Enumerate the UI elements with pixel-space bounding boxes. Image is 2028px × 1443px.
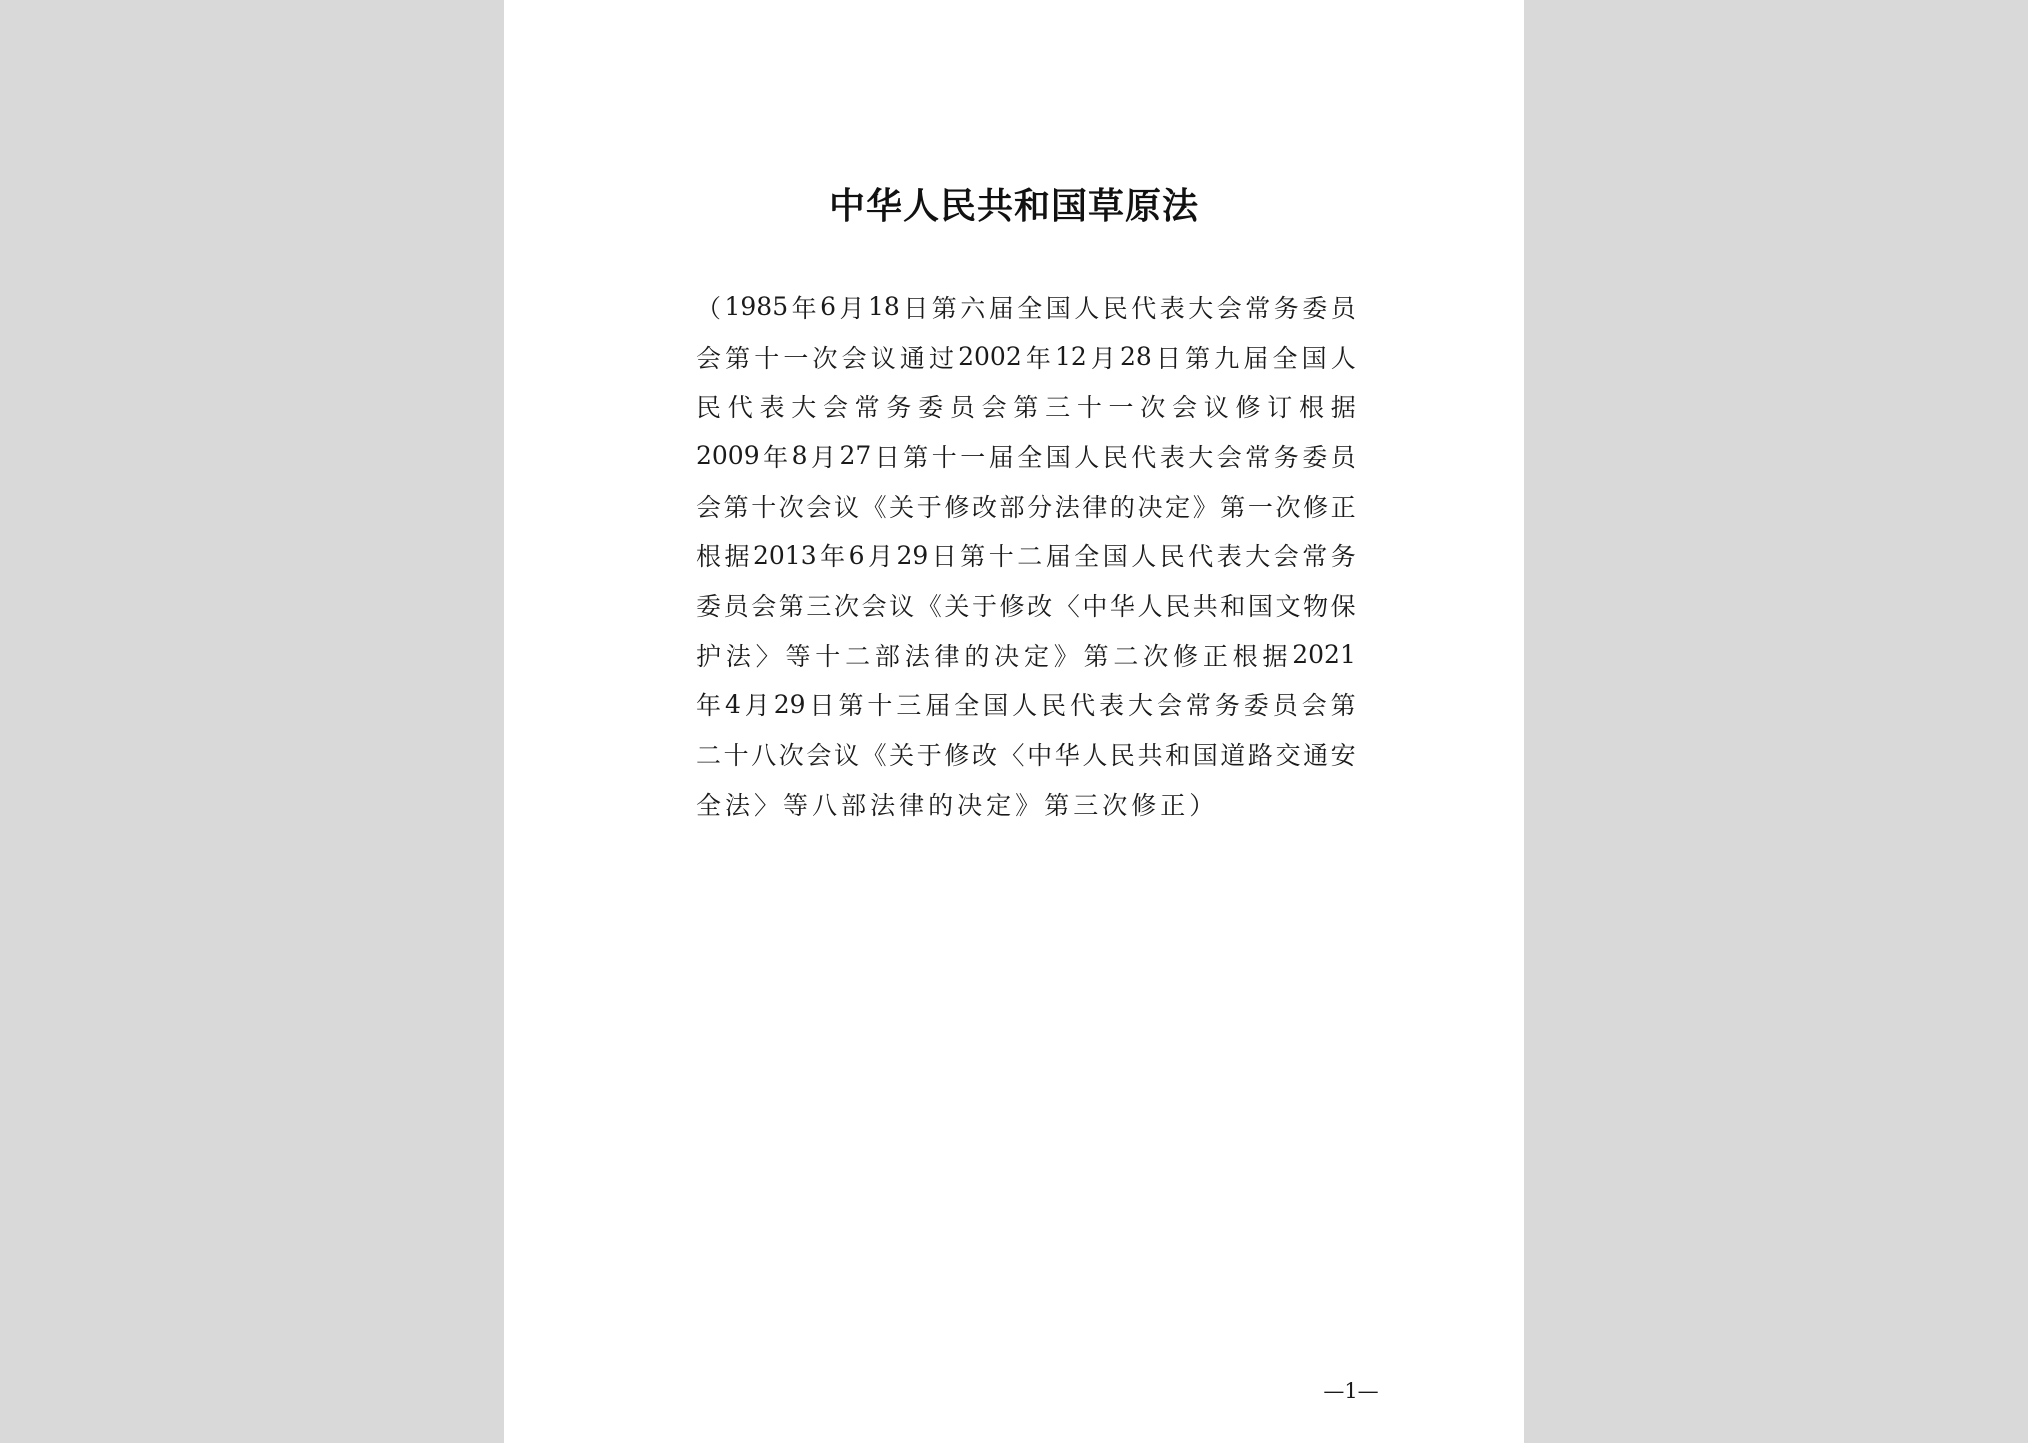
history-text-glyph: 届 xyxy=(988,442,1014,472)
history-text-glyph: 常 xyxy=(1302,542,1328,572)
history-text-glyph: 会 xyxy=(1273,542,1299,572)
history-text-glyph: 表 xyxy=(1159,293,1185,323)
history-text-glyph: 员 xyxy=(949,393,975,423)
history-line xyxy=(696,530,1356,580)
history-text-glyph: 改 xyxy=(971,741,997,771)
history-text-glyph: 全 xyxy=(1074,542,1100,572)
history-text-glyph: ） xyxy=(1189,790,1215,820)
history-text-glyph: 27 xyxy=(839,441,872,471)
history-text-glyph: 三 xyxy=(1073,790,1099,820)
history-text-glyph: 国 xyxy=(1247,591,1273,621)
history-text-glyph: 议 xyxy=(833,492,859,522)
history-text-glyph: 于 xyxy=(971,591,997,621)
history-text-glyph: 1985 xyxy=(724,292,789,322)
history-text-glyph: 中 xyxy=(1027,741,1053,771)
history-text-glyph: 届 xyxy=(1045,542,1071,572)
history-text-glyph: 关 xyxy=(944,591,970,621)
history-text-glyph: 华 xyxy=(1109,591,1135,621)
history-text-glyph: 务 xyxy=(886,393,912,423)
history-text-glyph: 三 xyxy=(896,691,922,721)
history-text-glyph: 修 xyxy=(1173,641,1199,671)
history-text-glyph: 会 xyxy=(1216,442,1242,472)
history-text-glyph: 日 xyxy=(809,691,835,721)
history-text-glyph: 代 xyxy=(1131,442,1157,472)
history-line xyxy=(696,779,1356,829)
history-text-glyph: 年 xyxy=(820,542,846,572)
history-line xyxy=(696,282,1356,332)
history-text-glyph: 民 xyxy=(1159,542,1185,572)
history-text-glyph: 常 xyxy=(1245,442,1271,472)
history-text-glyph: 员 xyxy=(1272,691,1298,721)
legislative-history xyxy=(696,282,1356,829)
history-text-glyph: 部 xyxy=(999,492,1025,522)
history-text-glyph: 会 xyxy=(751,591,777,621)
history-text-glyph: 代 xyxy=(1070,691,1096,721)
history-text-glyph: 十 xyxy=(988,542,1014,572)
history-text-glyph: 第 xyxy=(931,293,957,323)
history-text-glyph: 第 xyxy=(1220,492,1246,522)
history-text-glyph: 2013 xyxy=(753,540,817,570)
history-text-glyph: 务 xyxy=(1214,691,1240,721)
history-text-glyph: 第 xyxy=(1185,343,1211,373)
history-text-glyph: 八 xyxy=(812,790,838,820)
history-text-glyph: 安 xyxy=(1330,741,1356,771)
history-text-glyph: 29 xyxy=(773,689,806,719)
history-text-glyph: 一 xyxy=(1247,492,1273,522)
history-text-glyph: 会 xyxy=(696,492,722,522)
history-text-glyph: 表 xyxy=(1159,442,1185,472)
history-text-glyph: 大 xyxy=(1245,542,1271,572)
history-text-glyph: 修 xyxy=(999,591,1025,621)
history-text-glyph: 委 xyxy=(918,393,944,423)
history-text-glyph: 代 xyxy=(1131,293,1157,323)
history-text-glyph: 会 xyxy=(1301,691,1327,721)
history-text-glyph: 根 xyxy=(696,542,722,572)
history-text-glyph: 年 xyxy=(763,442,789,472)
history-text-glyph: 会 xyxy=(696,343,722,373)
history-text-glyph: 年 xyxy=(696,691,722,721)
history-text-glyph: 会 xyxy=(841,343,867,373)
history-text-glyph: 第 xyxy=(1083,641,1109,671)
history-text-glyph: 29 xyxy=(896,540,929,570)
history-text-glyph: 三 xyxy=(806,591,832,621)
history-text-glyph: 法 xyxy=(870,790,896,820)
history-text-glyph: 根 xyxy=(1232,641,1258,671)
history-text-glyph: 4 xyxy=(724,689,741,719)
history-text-glyph: 委 xyxy=(1302,293,1328,323)
history-text-glyph: 共 xyxy=(1192,591,1218,621)
history-text-glyph: 分 xyxy=(1027,492,1053,522)
page-number: —1— xyxy=(1323,1379,1379,1403)
history-text-glyph: 《 xyxy=(861,741,887,771)
history-text-glyph: 月 xyxy=(868,542,894,572)
history-text-glyph: 正 xyxy=(1330,492,1356,522)
history-text-glyph: 过 xyxy=(929,343,955,373)
history-text-glyph: 会 xyxy=(806,492,832,522)
history-text-glyph: 律 xyxy=(899,790,925,820)
history-text-glyph: 全 xyxy=(696,790,722,820)
history-text-glyph: 《 xyxy=(916,591,942,621)
history-text-glyph: 民 xyxy=(1041,691,1067,721)
history-text-glyph: 委 xyxy=(696,591,722,621)
history-text-glyph: 交 xyxy=(1275,741,1301,771)
history-text-glyph: 次 xyxy=(1275,492,1301,522)
history-line xyxy=(696,381,1356,431)
history-text-glyph: 文 xyxy=(1275,591,1301,621)
history-text-glyph: 十 xyxy=(867,691,893,721)
history-text-glyph: 》 xyxy=(1192,492,1218,522)
history-text-glyph: 的 xyxy=(1109,492,1135,522)
history-text-glyph: 第 xyxy=(1330,691,1356,721)
history-text-glyph: 法 xyxy=(904,641,930,671)
history-text-glyph: 二 xyxy=(696,741,722,771)
history-text-glyph: 日 xyxy=(1155,343,1181,373)
history-text-glyph: 道 xyxy=(1220,741,1246,771)
history-text-glyph: 月 xyxy=(744,691,770,721)
history-text-glyph: 据 xyxy=(1330,393,1356,423)
history-text-glyph: 决 xyxy=(994,641,1020,671)
history-text-glyph: 决 xyxy=(1137,492,1163,522)
history-text-glyph: 第 xyxy=(960,542,986,572)
history-text-glyph: 路 xyxy=(1247,741,1273,771)
history-text-glyph: 三 xyxy=(1045,393,1071,423)
history-text-glyph: 第 xyxy=(725,343,751,373)
history-text-glyph: 律 xyxy=(934,641,960,671)
history-text-glyph: 修 xyxy=(944,741,970,771)
history-text-glyph: 6 xyxy=(820,292,837,322)
history-text-glyph: 次 xyxy=(1102,790,1128,820)
history-text-glyph: 国 xyxy=(1045,293,1071,323)
history-text-glyph: 人 xyxy=(1082,741,1108,771)
history-text-glyph: 民 xyxy=(1102,442,1128,472)
history-text-glyph: 第 xyxy=(1013,393,1039,423)
history-line xyxy=(696,580,1356,630)
history-text-glyph: 正 xyxy=(1202,641,1228,671)
history-text-glyph: 次 xyxy=(1143,641,1169,671)
document-page xyxy=(504,0,1524,1443)
history-text-glyph: 部 xyxy=(874,641,900,671)
history-text-glyph: 部 xyxy=(841,790,867,820)
history-text-glyph: 日 xyxy=(931,542,957,572)
history-text-glyph: 第 xyxy=(838,691,864,721)
history-line xyxy=(696,481,1356,531)
history-text-glyph: （ xyxy=(696,293,722,323)
history-text-glyph: 十 xyxy=(931,442,957,472)
history-text-glyph: 二 xyxy=(1113,641,1139,671)
history-text-glyph: 订 xyxy=(1267,393,1293,423)
history-text-glyph: 大 xyxy=(791,393,817,423)
history-text-glyph: 全 xyxy=(1017,293,1043,323)
history-text-glyph: 务 xyxy=(1273,442,1299,472)
history-text-glyph: 表 xyxy=(1216,542,1242,572)
history-text-glyph: 民 xyxy=(696,393,722,423)
history-text-glyph: 国 xyxy=(1192,741,1218,771)
history-text-glyph: 人 xyxy=(1074,442,1100,472)
history-text-glyph: 根 xyxy=(1298,393,1324,423)
history-text-glyph: 务 xyxy=(1330,542,1356,572)
history-text-glyph: 华 xyxy=(1054,741,1080,771)
history-text-glyph: 的 xyxy=(928,790,954,820)
history-text-glyph: 表 xyxy=(1099,691,1125,721)
history-text-glyph: 届 xyxy=(925,691,951,721)
history-text-glyph: 代 xyxy=(1188,542,1214,572)
history-text-glyph: 六 xyxy=(960,293,986,323)
history-text-glyph: 第 xyxy=(723,492,749,522)
history-text-glyph: 议 xyxy=(889,591,915,621)
history-text-glyph: 第 xyxy=(1044,790,1070,820)
history-text-glyph: 次 xyxy=(833,591,859,621)
history-text-glyph: 员 xyxy=(1330,293,1356,323)
history-text-glyph: 和 xyxy=(1220,591,1246,621)
history-line xyxy=(696,729,1356,779)
history-text-glyph: 2002 xyxy=(958,342,1022,372)
history-text-glyph: 国 xyxy=(983,691,1009,721)
history-text-glyph: 修 xyxy=(944,492,970,522)
history-text-glyph: 法 xyxy=(725,641,751,671)
history-text-glyph: 会 xyxy=(861,591,887,621)
history-text-glyph: 修 xyxy=(1235,393,1261,423)
history-text-glyph: 全 xyxy=(1272,343,1298,373)
history-text-glyph: 》 xyxy=(1015,790,1041,820)
history-text-glyph: 常 xyxy=(1245,293,1271,323)
history-text-glyph: 十 xyxy=(723,741,749,771)
history-text-glyph: 八 xyxy=(751,741,777,771)
history-text-glyph: 民 xyxy=(1109,741,1135,771)
history-text-glyph: 常 xyxy=(854,393,880,423)
history-text-glyph: 人 xyxy=(1330,343,1356,373)
history-text-glyph: 通 xyxy=(1303,741,1329,771)
history-text-glyph: 等 xyxy=(785,641,811,671)
history-text-glyph: 6 xyxy=(848,540,865,570)
history-text-glyph: 》 xyxy=(1053,641,1079,671)
history-text-glyph: 28 xyxy=(1120,342,1152,372)
history-text-glyph: 12 xyxy=(1054,342,1087,372)
history-text-glyph: 法 xyxy=(1054,492,1080,522)
history-text-glyph: 常 xyxy=(1185,691,1211,721)
history-text-glyph: 于 xyxy=(916,492,942,522)
history-text-glyph: 的 xyxy=(964,641,990,671)
history-text-glyph: 二 xyxy=(1017,542,1043,572)
history-text-glyph: 人 xyxy=(1131,542,1157,572)
history-text-glyph: 人 xyxy=(1137,591,1163,621)
history-text-glyph: 会 xyxy=(1156,691,1182,721)
history-text-glyph: 议 xyxy=(1203,393,1229,423)
history-line xyxy=(696,431,1356,481)
history-text-glyph: 月 xyxy=(811,442,837,472)
history-text-glyph: 表 xyxy=(759,393,785,423)
history-text-glyph: 物 xyxy=(1303,591,1329,621)
history-text-glyph: 议 xyxy=(833,741,859,771)
history-text-glyph: 法 xyxy=(725,790,751,820)
history-text-glyph: 委 xyxy=(1302,442,1328,472)
history-text-glyph: 次 xyxy=(778,492,804,522)
history-text-glyph: 8 xyxy=(791,441,808,471)
history-text-glyph: 护 xyxy=(696,641,722,671)
history-text-glyph: 〈 xyxy=(999,741,1025,771)
history-text-glyph: 一 xyxy=(960,442,986,472)
history-text-glyph: 大 xyxy=(1188,442,1214,472)
history-text-glyph: 十 xyxy=(751,492,777,522)
history-text-glyph: 十 xyxy=(815,641,841,671)
history-text-glyph: 大 xyxy=(1127,691,1153,721)
history-text-glyph: 月 xyxy=(1090,343,1116,373)
history-text-glyph: 次 xyxy=(812,343,838,373)
history-text-glyph: 次 xyxy=(1140,393,1166,423)
history-text-glyph: 日 xyxy=(874,442,900,472)
history-text-glyph: 议 xyxy=(870,343,896,373)
history-text-glyph: 会 xyxy=(822,393,848,423)
history-text-glyph: 通 xyxy=(899,343,925,373)
history-text-glyph: 国 xyxy=(1301,343,1327,373)
history-text-glyph: 改 xyxy=(1027,591,1053,621)
history-text-glyph: 一 xyxy=(1108,393,1134,423)
history-text-glyph: 律 xyxy=(1082,492,1108,522)
history-text-glyph: 十 xyxy=(754,343,780,373)
history-text-glyph: 于 xyxy=(916,741,942,771)
history-text-glyph: 届 xyxy=(988,293,1014,323)
history-text-glyph: 〉 xyxy=(754,790,780,820)
history-text-glyph: 18 xyxy=(868,292,900,322)
history-text-glyph: 年 xyxy=(791,293,817,323)
history-line xyxy=(696,680,1356,730)
history-text-glyph: 大 xyxy=(1188,293,1214,323)
history-text-glyph: 国 xyxy=(1102,542,1128,572)
history-text-glyph: 修 xyxy=(1131,790,1157,820)
history-text-glyph: 正 xyxy=(1160,790,1186,820)
history-text-glyph: 会 xyxy=(806,741,832,771)
history-text-glyph: 定 xyxy=(1023,641,1049,671)
history-text-glyph: 一 xyxy=(783,343,809,373)
history-text-glyph: 国 xyxy=(1045,442,1071,472)
history-line xyxy=(696,630,1356,680)
history-text-glyph: 员 xyxy=(1330,442,1356,472)
history-text-glyph: 关 xyxy=(889,492,915,522)
history-text-glyph: 全 xyxy=(1017,442,1043,472)
history-text-glyph: 会 xyxy=(1172,393,1198,423)
history-text-glyph: 修 xyxy=(1303,492,1329,522)
document-title: 中华人民共和国草原法 xyxy=(828,185,1199,227)
history-text-glyph: 务 xyxy=(1273,293,1299,323)
history-text-glyph: 全 xyxy=(954,691,980,721)
history-text-glyph: 定 xyxy=(986,790,1012,820)
history-text-glyph: 年 xyxy=(1025,343,1051,373)
history-line xyxy=(696,332,1356,382)
history-text-glyph: 人 xyxy=(1074,293,1100,323)
history-text-glyph: 会 xyxy=(1216,293,1242,323)
history-text-glyph: 《 xyxy=(861,492,887,522)
history-text-glyph: 关 xyxy=(889,741,915,771)
history-text-glyph: 据 xyxy=(1262,641,1288,671)
history-text-glyph: 据 xyxy=(724,542,750,572)
history-text-glyph: 保 xyxy=(1330,591,1356,621)
history-text-glyph: 二 xyxy=(845,641,871,671)
history-text-glyph: 代 xyxy=(727,393,753,423)
history-text-glyph: 等 xyxy=(783,790,809,820)
history-text-glyph: 人 xyxy=(1012,691,1038,721)
history-text-glyph: 中 xyxy=(1082,591,1108,621)
history-text-glyph: 共 xyxy=(1137,741,1163,771)
history-text-glyph: 月 xyxy=(839,293,865,323)
history-text-glyph: 九 xyxy=(1214,343,1240,373)
history-text-glyph: 定 xyxy=(1165,492,1191,522)
history-text-glyph: 会 xyxy=(981,393,1007,423)
history-text-glyph: 第 xyxy=(778,591,804,621)
history-text-glyph: 民 xyxy=(1102,293,1128,323)
history-text-glyph: 改 xyxy=(971,492,997,522)
history-text-glyph: 日 xyxy=(903,293,929,323)
history-text-glyph: 次 xyxy=(778,741,804,771)
history-text-glyph: 和 xyxy=(1165,741,1191,771)
history-text-glyph: 〈 xyxy=(1054,591,1080,621)
history-text-glyph: 民 xyxy=(1165,591,1191,621)
history-text-glyph: 2021 xyxy=(1292,640,1356,670)
history-text-glyph: 委 xyxy=(1243,691,1269,721)
history-text-glyph: 决 xyxy=(957,790,983,820)
history-text-glyph: 届 xyxy=(1243,343,1269,373)
history-text-glyph: 2009 xyxy=(696,441,760,471)
history-text-glyph: 第 xyxy=(903,442,929,472)
history-text-glyph: 员 xyxy=(723,591,749,621)
history-text-glyph: 十 xyxy=(1076,393,1102,423)
history-text-glyph: 〉 xyxy=(755,641,781,671)
